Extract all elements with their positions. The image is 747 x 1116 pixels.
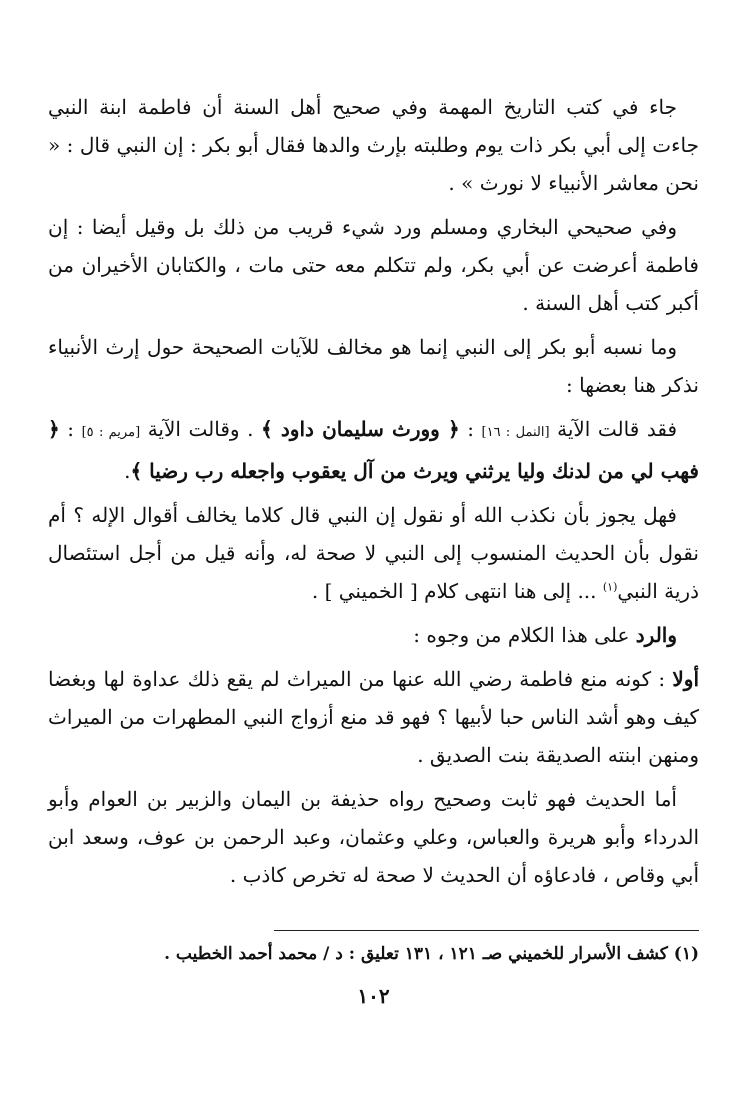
question-tail: ... إلى هنا انتهى كلام [ الخميني ] . [311,579,603,603]
verse-quote-2: ﴿ فهب لي من لدنك وليا يرثني ويرث من آل يعقوب واجعله رب رضيا ﴾ [48,417,699,483]
footnote-separator [274,930,699,931]
paragraph-question [48,496,699,610]
footnote-mark: (١) [602,580,618,594]
verse-intro-1: فقد قالت الآية [557,417,678,441]
page-number: ١٠٢ [357,984,390,1008]
paragraph-hadith: أما الحديث فهو ثابت وصحيح رواه حذيفة بن اليمان والزبير بن العوام وأبو الدرداء وأبو هريرة والعباس، وعلي وعثمان، وعبد الرحمن بن عوف، وسعد ابن أبي وقاص ، فادعاؤه أن الحديث لا صحة له تخرص كاذب . [48,787,699,887]
paragraph-reply [48,616,699,654]
first-point-heading: أولا [672,667,699,691]
verse-colon-2: : [59,417,82,441]
verse-reference-2: [مريم : ٥] [81,425,141,440]
reply-rest: على هذا الكلام من وجوه : [413,623,636,647]
verse-intro-2: . وقالت الآية [140,417,262,441]
footnote: (١) كشف الأسرار للخميني صـ ١٢١ ، ١٣١ تعليق : د / محمد أحمد الخطيب . [164,944,699,964]
paragraph-bukhari-muslim: وفي صحيحي البخاري ومسلم ورد شيء قريب من ذلك بل وقيل أيضا : إن فاطمة أعرضت عن أبي بكر، ولم تتكلم معه حتى مات ، والكتابان الأخيران من أكبر كتب أهل السنة . [48,215,699,315]
first-point-text: : كونه منع فاطمة رضي الله عنها من الميراث لم يقع ذلك عداوة لها وبغضا كيف وهو أشد الناس حبا لأبيها ؟ فهو قد منع أزواج النبي المطهرات من الميراث ومنهن ابنته الصديقة بنت الصديق . [48,667,699,767]
paragraph-inheritance-claim: جاء في كتب التاريخ المهمة وفي صحيح أهل السنة أن فاطمة ابنة النبي جاءت إلى أبي بكر ذات يوم وطلبته بإرث والدها فقال أبو بكر : إن النبي قال : « نحن معاشر الأنبياء لا نورث » . [48,95,699,195]
verse-quote-1: ﴿ وورث سليمان داود ﴾ [261,417,460,441]
verse-reference-1: [النمل : ١٦] [481,425,550,440]
paragraph-verses [48,410,699,490]
verse-colon-1: : [459,417,482,441]
verse-end: . [124,459,131,483]
body-text [48,88,699,894]
paragraph-contradiction: وما نسبه أبو بكر إلى النبي إنما هو مخالف للآيات الصحيحة حول إرث الأنبياء نذكر هنا بعضها : [48,335,699,397]
reply-heading: والرد [635,623,677,647]
paragraph-first-point [48,660,699,774]
question-text: فهل يجوز بأن نكذب الله أو نقول إن النبي قال كلاما يخالف أقوال الإله ؟ أم نقول بأن الحديث المنسوب إلى النبي لا صحة له، وأنه قيل من أجل استئصال ذرية النبي [48,503,699,603]
